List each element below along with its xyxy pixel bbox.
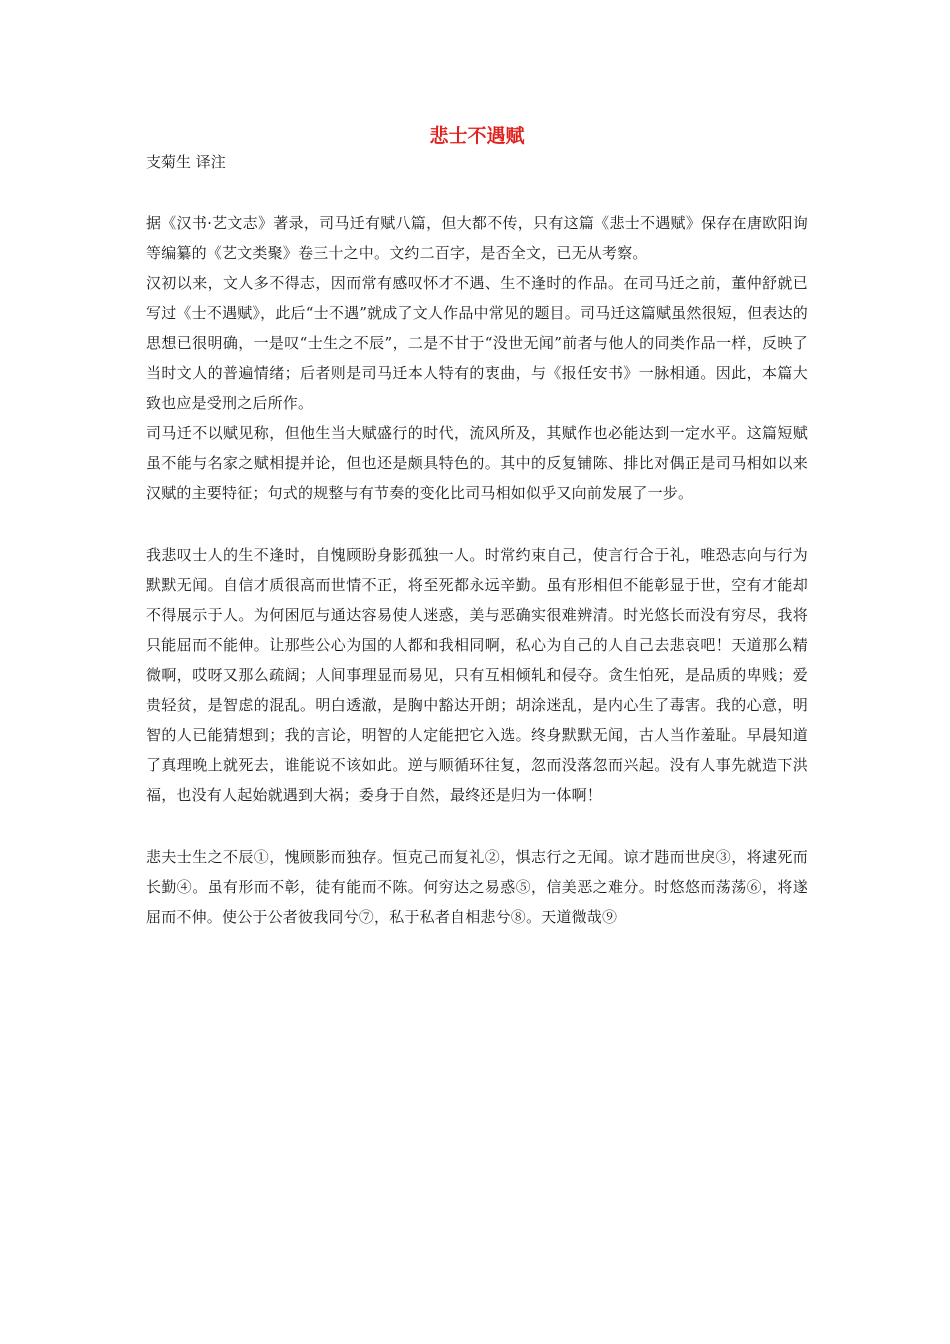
intro-paragraph-1: 据《汉书·艺文志》著录，司马迁有赋八篇，但大都不传，只有这篇《悲士不遇赋》保存在唐欧阳询等编纂的《艺文类聚》卷三十之中。文约二百字，是否全文，已无从考察。 bbox=[146, 214, 808, 262]
translation-paragraph: 我悲叹士人的生不逢时，自愧顾盼身影孤独一人。时常约束自己，使言行合于礼，唯恐志向与行为默默无闻。自信才质很高而世情不正，将至死都永远辛勤。虽有形相但不能彰显于世，空有才能却不得展示于人。为何困厄与通达容易使人迷惑，美与恶确实很难辨清。时光悠长而没有穷尽，我将只能屈而不能伸。让那些公心为国的人都和我相同啊，私心为自己的人自己去悲哀吧！天道那么精微啊，哎呀又那么疏阔；人间事理显而易见，只有互相倾轧和侵夺。贪生怕死，是品质的卑贱；爱贵轻贫，是智虑的混乱。明白透澈，是胸中豁达开朗；胡涂迷乱，是内心生了毒害。我的心意，明智的人已能猜想到；我的言论，明智的人定能把它入选。终身默默无闻，古人当作羞耻。早晨知道了真理晚上就死去，谁能说不该如此。逆与顺循环往复，忽而没落忽而兴起。没有人事先就造下洪福，也没有人起始就遇到大祸；委身于自然，最终还是归为一体啊！ bbox=[146, 546, 808, 804]
original-text-paragraph: 悲夫士生之不辰①，愧顾影而独存。恒克己而复礼②，惧志行之无闻。谅才韪而世戾③，将逮死而长勤④。虽有形而不彰，徒有能而不陈。何穷达之易惑⑤，信美恶之难分。时悠悠而荡荡⑥，将遂屈而不伸。使公于公者彼我同兮⑦，私于私者自相悲兮⑧。天道微哉⑨ bbox=[146, 848, 808, 926]
document-body bbox=[146, 208, 808, 932]
intro-paragraph-3: 司马迁不以赋见称，但他生当大赋盛行的时代，流风所及，其赋作也必能达到一定水平。这篇短赋虽不能与名家之赋相提并论，但也还是颇具特色的。其中的反复铺陈、排比对偶正是司马相如以来汉赋的主要特征；句式的规整与有节奏的变化比司马相如似乎又向前发展了一步。 bbox=[146, 424, 808, 502]
byline: 支菊生 译注 bbox=[146, 153, 226, 171]
spacer bbox=[146, 508, 808, 540]
spacer bbox=[146, 810, 808, 842]
intro-paragraph-2: 汉初以来，文人多不得志，因而常有感叹怀才不遇、生不逢时的作品。在司马迁之前，董仲舒就已写过《士不遇赋》，此后“士不遇”就成了文人作品中常见的题目。司马迁这篇赋虽然很短，但表达的思想已很明确，一是叹“士生之不辰”，二是不甘于“没世无闻”前者与他人的同类作品一样，反映了当时文人的普遍情绪；后者则是司马迁本人特有的衷曲，与《报任安书》一脉相通。因此，本篇大致也应是受刑之后所作。 bbox=[146, 274, 808, 412]
document-title: 悲士不遇赋 bbox=[429, 125, 525, 147]
